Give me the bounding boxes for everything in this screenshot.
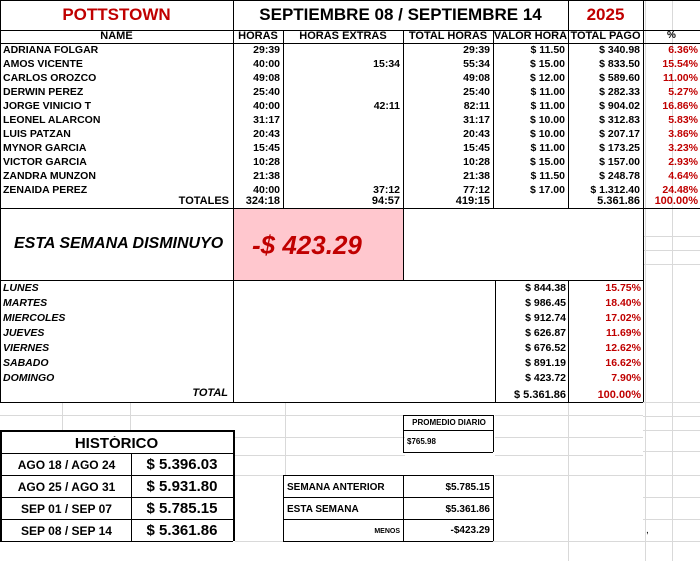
employee-extra-hours: 15:34 (373, 59, 400, 70)
historico-amount: $ 5.361.86 (146, 523, 218, 538)
employee-name: MYNOR GARCIA (3, 143, 87, 154)
day-amount: $ 986.45 (525, 298, 566, 309)
employee-pct: 24.48% (662, 185, 698, 196)
totals-pct: 100.00% (654, 196, 698, 207)
employee-name: AMOS VICENTE (3, 59, 83, 70)
employee-total-hours: 77:12 (463, 185, 490, 196)
historico-title: HISTÓRICO (74, 436, 159, 451)
day-name: MARTES (3, 298, 48, 309)
border (283, 541, 493, 542)
employee-total-hours: 29:39 (463, 45, 490, 56)
grid-line (62, 402, 63, 430)
col-header-hours: HORAS (238, 31, 278, 42)
border (0, 402, 643, 403)
employee-rate: $ 10.00 (529, 115, 565, 126)
employee-pct: 15.54% (662, 59, 698, 70)
employee-pct: 3.86% (668, 129, 698, 140)
grid-line (235, 475, 285, 476)
border (283, 519, 493, 520)
employee-rate: $ 11.00 (530, 143, 565, 154)
employee-name: LUIS PATZAN (3, 129, 71, 140)
historico-range: AGO 18 / AGO 24 (17, 459, 116, 471)
employee-rate: $ 11.00 (530, 101, 565, 112)
historico-range: SEP 08 / SEP 14 (21, 525, 112, 537)
border (493, 30, 494, 208)
day-pct: 11.69% (605, 328, 641, 339)
employee-total-pay: $ 157.00 (599, 157, 640, 168)
grid-line (643, 250, 700, 251)
employee-hours: 21:38 (253, 171, 280, 182)
grid-line (645, 0, 646, 561)
employee-pct: 5.83% (668, 115, 698, 126)
employee-rate: $ 11.50 (530, 45, 565, 56)
border (0, 430, 233, 432)
employee-total-hours: 10:28 (463, 157, 490, 168)
border (568, 0, 569, 208)
employee-pct: 11.00% (662, 73, 698, 84)
historico-range: SEP 01 / SEP 07 (21, 503, 112, 515)
border (0, 208, 700, 209)
grid-line (495, 455, 643, 456)
employee-pct: 4.64% (668, 171, 698, 182)
border (493, 415, 494, 452)
border (283, 475, 493, 476)
employee-pct: 3.23% (668, 143, 698, 154)
employee-rate: $ 17.00 (529, 185, 565, 196)
grid-line (643, 416, 700, 417)
year-title: 2025 (586, 6, 625, 23)
day-amount: $ 423.72 (525, 373, 566, 384)
employee-rate: $ 11.50 (530, 171, 565, 182)
grid-line (643, 402, 700, 403)
employee-total-pay: $ 173.25 (599, 143, 640, 154)
employee-total-hours: 25:40 (463, 87, 490, 98)
border (495, 280, 496, 402)
employee-name: ZENAIDA PEREZ (3, 185, 88, 196)
grid-line (235, 437, 405, 438)
employee-total-pay: $ 282.33 (599, 87, 640, 98)
col-header-total-pay: TOTAL PAGO (570, 31, 641, 42)
employee-total-hours: 20:43 (463, 129, 490, 140)
border (0, 430, 2, 541)
grid-line (285, 402, 286, 475)
employee-extra-hours: 37:12 (373, 185, 400, 196)
employee-hours: 49:08 (253, 73, 280, 84)
grid-line (643, 264, 700, 265)
col-header-rate: VALOR HORA (493, 31, 568, 42)
employee-extra-hours: 42:11 (373, 101, 400, 112)
employee-rate: $ 10.00 (529, 129, 565, 140)
employee-name: JORGE VINICIO T (3, 101, 92, 112)
employee-hours: 10:28 (253, 157, 280, 168)
day-name: DOMINGO (3, 373, 55, 384)
border (131, 453, 132, 541)
historico-range: AGO 25 / AGO 31 (17, 481, 116, 493)
grid-line (643, 541, 700, 542)
employee-pct: 6.36% (668, 45, 698, 56)
difference-value: -$423.29 (450, 526, 490, 536)
day-amount: $ 912.74 (525, 313, 566, 324)
day-name: JUEVES (3, 328, 45, 339)
totals-total-pay: 5.361.86 (597, 196, 640, 207)
employee-total-pay: $ 248.78 (599, 171, 640, 182)
grid-line (643, 519, 700, 520)
border (643, 0, 644, 402)
border (233, 0, 234, 402)
day-amount: $ 626.87 (525, 328, 566, 339)
border (0, 30, 700, 31)
employee-name: CARLOS OROZCO (3, 73, 97, 84)
employee-hours: 15:45 (253, 143, 280, 154)
grid-line (643, 236, 700, 237)
border (283, 497, 493, 498)
prev-week-label: SEMANA ANTERIOR (287, 483, 385, 493)
day-amount: $ 676.52 (525, 343, 566, 354)
grid-line (495, 437, 643, 438)
border (0, 497, 233, 498)
historico-amount: $ 5.785.15 (146, 501, 218, 516)
change-label: ESTA SEMANA DISMINUYÓ (14, 236, 224, 252)
day-pct: 7.90% (611, 373, 641, 384)
employee-name: LEONEL ALARCON (3, 115, 101, 126)
employee-total-pay: $ 904.02 (599, 101, 640, 112)
employee-rate: $ 15.00 (529, 59, 565, 70)
employee-total-pay: $ 207.17 (599, 129, 640, 140)
days-total-amount: $ 5.361.86 (514, 390, 566, 401)
historico-amount: $ 5.396.03 (146, 457, 218, 472)
promedio-label: PROMEDIO DIARIO (412, 419, 486, 427)
employee-hours: 40:00 (253, 185, 280, 196)
employee-total-pay: $ 312.83 (599, 115, 640, 126)
day-pct: 17.02% (605, 313, 641, 324)
day-pct: 15.75% (605, 283, 641, 294)
this-week-label: ESTA SEMANA (287, 505, 359, 515)
week-title: SEPTIEMBRE 08 / SEPTIEMBRE 14 (259, 6, 542, 23)
totals-hours: 324:18 (245, 196, 280, 207)
grid-line (643, 497, 700, 498)
employee-total-pay: $ 340.98 (599, 45, 640, 56)
day-pct: 16.62% (605, 358, 641, 369)
border (283, 475, 284, 541)
day-name: VIERNES (3, 343, 50, 354)
employee-hours: 20:43 (253, 129, 280, 140)
prev-week-value: $5.785.15 (445, 483, 490, 493)
day-name: SABADO (3, 358, 49, 369)
employee-name: VICTOR GARCIA (3, 157, 87, 168)
grid-line (643, 475, 700, 476)
employee-total-hours: 82:11 (463, 101, 490, 112)
employee-rate: $ 12.00 (529, 73, 565, 84)
employee-total-pay: $ 1.312.40 (590, 185, 640, 196)
grid-line (495, 415, 643, 416)
employee-total-hours: 15:45 (463, 143, 490, 154)
border (568, 280, 569, 402)
border (403, 415, 404, 452)
grid-line (130, 402, 131, 430)
col-header-total-hours: TOTAL HORAS (408, 31, 488, 42)
employee-total-pay: $ 589.60 (599, 73, 640, 84)
grid-line (495, 475, 643, 476)
border (0, 541, 233, 542)
employee-total-hours: 21:38 (463, 171, 490, 182)
employee-name: DERWIN PEREZ (3, 87, 84, 98)
employee-total-hours: 55:34 (463, 59, 490, 70)
employee-pct: 16.86% (662, 101, 698, 112)
days-total-pct: 100.00% (597, 390, 641, 401)
employee-total-hours: 31:17 (463, 115, 490, 126)
grid-line (0, 415, 235, 416)
border (403, 30, 404, 280)
grid-line (235, 455, 405, 456)
totals-total-hours: 419:15 (455, 196, 490, 207)
employee-hours: 40:00 (253, 59, 280, 70)
employee-hours: 25:40 (253, 87, 280, 98)
border (0, 475, 233, 476)
border (0, 0, 1, 402)
stray-mark: , (646, 526, 649, 536)
day-amount: $ 891.19 (525, 358, 566, 369)
day-pct: 18.40% (605, 298, 641, 309)
day-pct: 12.62% (605, 343, 641, 354)
employee-hours: 29:39 (253, 45, 280, 56)
difference-label: MENOS (374, 528, 400, 535)
day-name: MIERCOLES (3, 313, 66, 324)
day-amount: $ 844.38 (525, 283, 566, 294)
employee-name: ADRIANA FOLGAR (3, 45, 99, 56)
col-header-pct: % (667, 31, 676, 41)
city-title: POTTSTOWN (62, 6, 171, 23)
totals-label: TOTALES (178, 196, 229, 207)
border (233, 430, 235, 541)
grid-line (643, 430, 700, 431)
employee-pct: 5.27% (668, 87, 698, 98)
employee-rate: $ 15.00 (529, 157, 565, 168)
border (0, 43, 700, 44)
employee-name: ZANDRA MUNZON (3, 171, 96, 182)
employee-pct: 2.93% (668, 157, 698, 168)
grid-line (235, 415, 405, 416)
grid-line (672, 0, 673, 561)
border (0, 519, 233, 520)
days-total-label: TOTAL (192, 388, 228, 399)
grid-line (568, 402, 569, 561)
employee-rate: $ 11.00 (530, 87, 565, 98)
border (283, 30, 284, 208)
grid-line (643, 451, 700, 452)
border (403, 452, 493, 453)
promedio-value: $765.98 (407, 438, 436, 446)
totals-extra: 94:57 (371, 196, 400, 207)
border (0, 280, 643, 281)
border (493, 475, 494, 541)
change-value: -$ 423.29 (252, 232, 362, 258)
border (403, 475, 404, 541)
historico-amount: $ 5.931.80 (146, 479, 218, 494)
this-week-value: $5.361.86 (445, 505, 490, 515)
border (403, 415, 493, 416)
employee-hours: 31:17 (253, 115, 280, 126)
border (0, 453, 233, 454)
employee-hours: 40:00 (253, 101, 280, 112)
employee-total-pay: $ 833.50 (599, 59, 640, 70)
employee-total-hours: 49:08 (463, 73, 490, 84)
border (403, 430, 493, 431)
col-header-name: NAME (100, 31, 133, 42)
col-header-extra: HORAS EXTRAS (299, 31, 387, 42)
border (0, 0, 700, 1)
day-name: LUNES (3, 283, 39, 294)
